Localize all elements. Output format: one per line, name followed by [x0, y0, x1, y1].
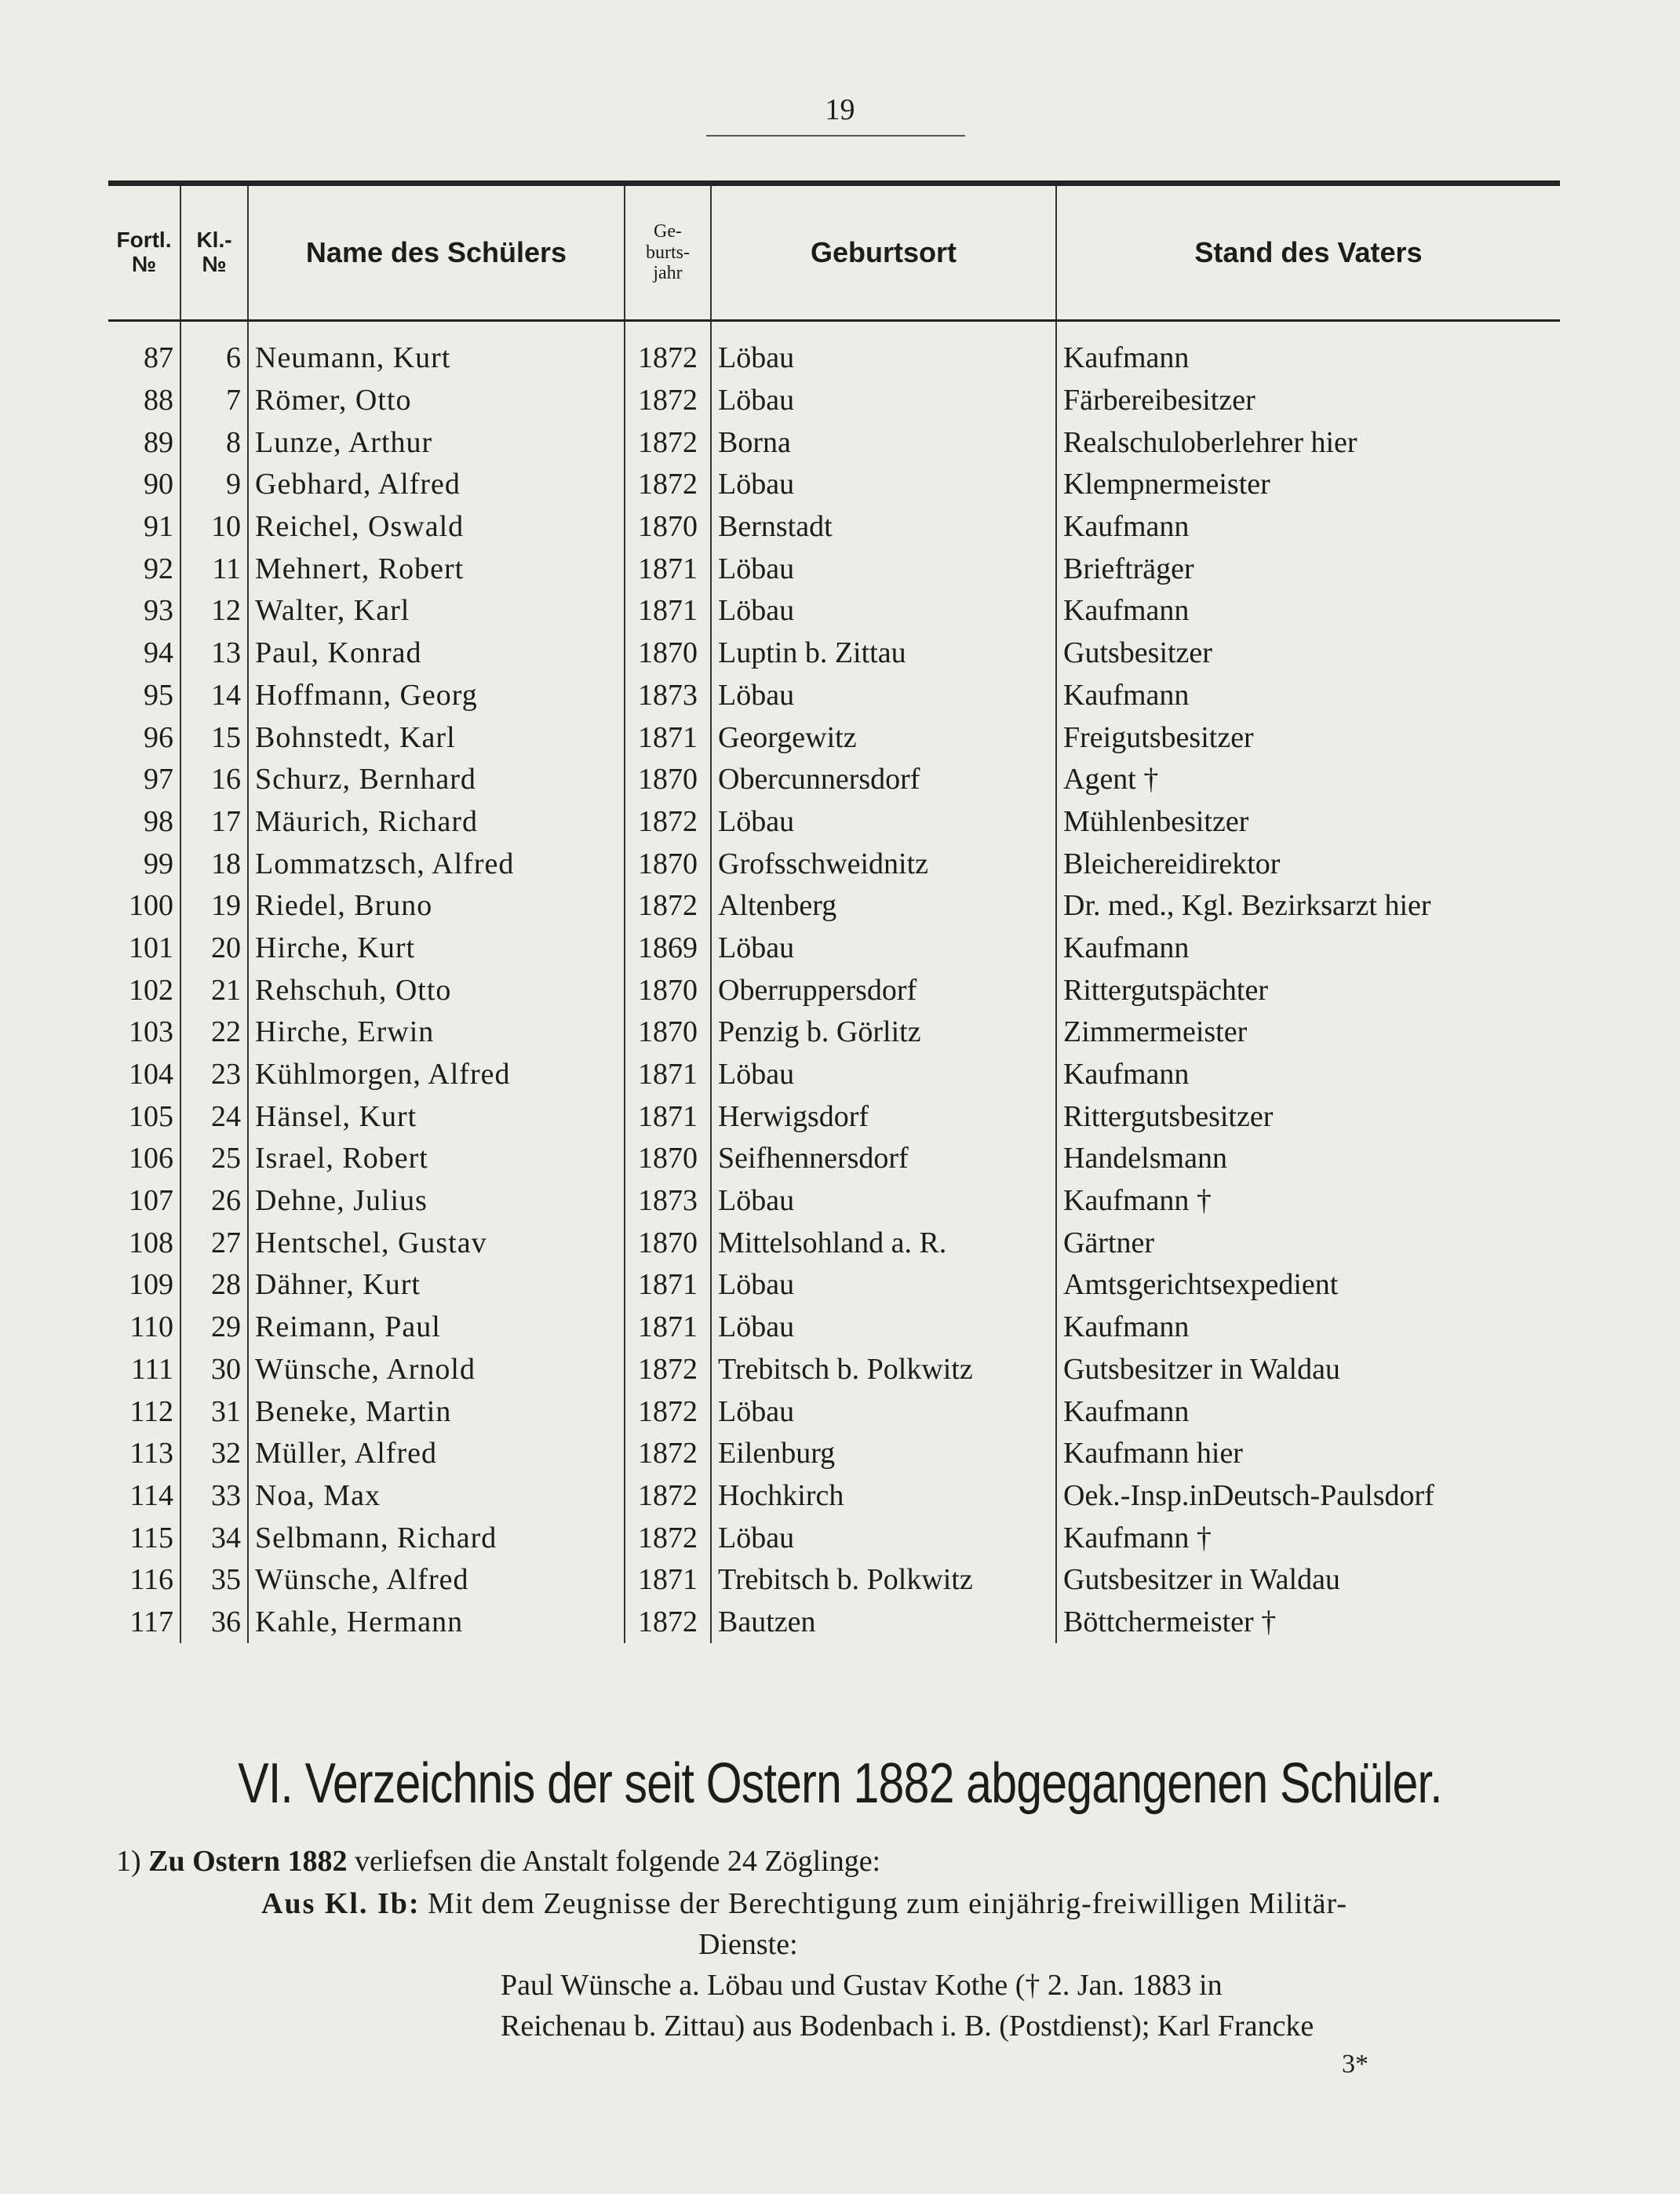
cell-stand: Gutsbesitzer: [1056, 632, 1560, 675]
cell-stand: Kaufmann: [1056, 321, 1560, 380]
cell-name: Müller, Alfred: [248, 1433, 625, 1475]
table-row: [108, 1222, 1560, 1264]
section-heading: VI. Verzeichnis der seit Ostern 1882 abgegangenen Schüler.: [238, 1752, 1442, 1815]
table-row: [108, 675, 1560, 717]
cell-geburtsort: Grofsschweidnitz: [711, 843, 1056, 885]
cell-geburtsort: Altenberg: [711, 885, 1056, 928]
cell-kl: 20: [180, 928, 248, 970]
cell-year: 1870: [625, 1138, 711, 1180]
cell-fortl: 95: [144, 678, 173, 712]
header-geburtsort: Geburtsort: [711, 186, 1056, 321]
table-row: [108, 1517, 1560, 1559]
table-top-rule: [108, 180, 1560, 186]
cell-year: 1872: [625, 1475, 711, 1518]
cell-name: Wünsche, Alfred: [248, 1559, 625, 1602]
cell-geburtsort: Löbau: [711, 380, 1056, 422]
cell-year: 1870: [625, 506, 711, 548]
cell-fortl: 117: [129, 1605, 173, 1638]
cell-stand: Briefträger: [1056, 548, 1560, 590]
cell-stand: Gärtner: [1056, 1222, 1560, 1264]
paragraph-3: Dienste:: [698, 1928, 798, 1961]
cell-year: 1871: [625, 1559, 711, 1602]
cell-name: Walter, Karl: [248, 590, 625, 632]
cell-kl: 6: [180, 321, 248, 380]
cell-geburtsort: Löbau: [711, 1307, 1056, 1349]
cell-geburtsort: Löbau: [711, 928, 1056, 970]
cell-stand: Freigutsbesitzer: [1056, 716, 1560, 759]
cell-fortl: 109: [129, 1268, 173, 1302]
cell-stand: Oek.-Insp.inDeutsch-Paulsdorf: [1056, 1475, 1560, 1518]
cell-fortl: 92: [144, 552, 173, 585]
cell-name: Hoffmann, Georg: [248, 675, 625, 717]
table-row: [108, 590, 1560, 632]
cell-stand: Kaufmann hier: [1056, 1433, 1560, 1475]
cell-year: 1872: [625, 801, 711, 844]
cell-fortl: 105: [129, 1099, 173, 1133]
cell-fortl: 96: [144, 720, 173, 754]
cell-name: Hirche, Kurt: [248, 928, 625, 970]
table-row: [108, 1264, 1560, 1307]
cell-geburtsort: Oberruppersdorf: [711, 969, 1056, 1011]
cell-kl: 11: [180, 548, 248, 590]
cell-kl: 24: [180, 1095, 248, 1138]
cell-year: 1872: [625, 464, 711, 506]
cell-stand: Gutsbesitzer in Waldau: [1056, 1349, 1560, 1391]
cell-name: Schurz, Bernhard: [248, 759, 625, 801]
cell-geburtsort: Eilenburg: [711, 1433, 1056, 1475]
cell-year: 1871: [625, 1054, 711, 1096]
cell-fortl: 102: [129, 973, 173, 1007]
cell-stand: Dr. med., Kgl. Bezirksarzt hier: [1056, 885, 1560, 928]
cell-fortl: 89: [144, 425, 173, 459]
cell-stand: Kaufmann †: [1056, 1180, 1560, 1223]
cell-geburtsort: Herwigsdorf: [711, 1095, 1056, 1138]
cell-year: 1871: [625, 548, 711, 590]
cell-geburtsort: Mittelsohland a. R.: [711, 1222, 1056, 1264]
cell-fortl: 99: [144, 847, 173, 880]
table-row: [108, 801, 1560, 844]
cell-fortl: 111: [130, 1352, 173, 1386]
cell-year: 1872: [625, 421, 711, 464]
cell-kl: 26: [180, 1180, 248, 1223]
cell-stand: Klempnermeister: [1056, 464, 1560, 506]
cell-geburtsort: Löbau: [711, 801, 1056, 844]
table-body: [108, 321, 1560, 1644]
cell-year: 1872: [625, 1433, 711, 1475]
table-row: [108, 632, 1560, 675]
cell-stand: Kaufmann: [1056, 928, 1560, 970]
cell-kl: 15: [180, 716, 248, 759]
cell-fortl: 110: [129, 1310, 173, 1344]
cell-kl: 8: [180, 421, 248, 464]
table-row: [108, 843, 1560, 885]
table-row: [108, 1011, 1560, 1054]
header-stand: Stand des Vaters: [1056, 186, 1560, 321]
page-number: 19: [825, 93, 855, 126]
cell-stand: Zimmermeister: [1056, 1011, 1560, 1054]
cell-geburtsort: Löbau: [711, 1264, 1056, 1307]
cell-kl: 23: [180, 1054, 248, 1096]
cell-year: 1872: [625, 380, 711, 422]
cell-name: Hentschel, Gustav: [248, 1222, 625, 1264]
cell-name: Dähner, Kurt: [248, 1264, 625, 1307]
cell-name: Rehschuh, Otto: [248, 969, 625, 1011]
cell-stand: Handelsmann: [1056, 1138, 1560, 1180]
cell-stand: Agent †: [1056, 759, 1560, 801]
cell-year: 1873: [625, 1180, 711, 1223]
cell-name: Bohnstedt, Karl: [248, 716, 625, 759]
cell-fortl: 115: [129, 1521, 173, 1554]
cell-stand: Kaufmann: [1056, 1054, 1560, 1096]
cell-year: 1870: [625, 1011, 711, 1054]
cell-kl: 22: [180, 1011, 248, 1054]
cell-year: 1871: [625, 590, 711, 632]
cell-name: Noa, Max: [248, 1475, 625, 1518]
cell-stand: Rittergutspächter: [1056, 969, 1560, 1011]
cell-year: 1870: [625, 759, 711, 801]
cell-geburtsort: Borna: [711, 421, 1056, 464]
cell-geburtsort: Löbau: [711, 464, 1056, 506]
cell-kl: 16: [180, 759, 248, 801]
table-row: [108, 1433, 1560, 1475]
cell-year: 1873: [625, 675, 711, 717]
cell-stand: Kaufmann: [1056, 675, 1560, 717]
cell-kl: 10: [180, 506, 248, 548]
cell-geburtsort: Bernstadt: [711, 506, 1056, 548]
cell-kl: 31: [180, 1390, 248, 1433]
cell-name: Israel, Robert: [248, 1138, 625, 1180]
table-row: [108, 464, 1560, 506]
cell-kl: 18: [180, 843, 248, 885]
cell-fortl: 114: [129, 1478, 173, 1512]
cell-fortl: 94: [144, 636, 173, 670]
cell-kl: 30: [180, 1349, 248, 1391]
cell-kl: 25: [180, 1138, 248, 1180]
table-row: [108, 421, 1560, 464]
cell-fortl: 90: [144, 468, 173, 501]
paragraph-1: [116, 1841, 880, 1882]
header-name: Name des Schülers: [248, 186, 625, 321]
cell-fortl: 112: [129, 1394, 173, 1428]
cell-year: 1870: [625, 1222, 711, 1264]
table-row: [108, 1054, 1560, 1096]
cell-fortl: 107: [129, 1184, 173, 1218]
cell-geburtsort: Seifhennersdorf: [711, 1138, 1056, 1180]
cell-year: 1872: [625, 1517, 711, 1559]
cell-stand: Kaufmann: [1056, 1307, 1560, 1349]
cell-stand: Kaufmann: [1056, 506, 1560, 548]
cell-stand: Kaufmann: [1056, 1390, 1560, 1433]
table-row: [108, 716, 1560, 759]
cell-fortl: 106: [129, 1142, 173, 1175]
cell-kl: 17: [180, 801, 248, 844]
cell-geburtsort: Georgewitz: [711, 716, 1056, 759]
cell-kl: 29: [180, 1307, 248, 1349]
cell-stand: Bleichereidirektor: [1056, 843, 1560, 885]
cell-name: Paul, Konrad: [248, 632, 625, 675]
cell-name: Lunze, Arthur: [248, 421, 625, 464]
p1-text: verliefsen die Anstalt folgende 24 Zöglinge:: [355, 1845, 881, 1878]
cell-year: 1869: [625, 928, 711, 970]
cell-kl: 28: [180, 1264, 248, 1307]
cell-fortl: 104: [129, 1058, 173, 1092]
cell-geburtsort: Löbau: [711, 1390, 1056, 1433]
cell-name: Hirche, Erwin: [248, 1011, 625, 1054]
table-row: [108, 1602, 1560, 1644]
cell-kl: 9: [180, 464, 248, 506]
table-row: [108, 548, 1560, 590]
cell-geburtsort: Löbau: [711, 590, 1056, 632]
table-row: [108, 1475, 1560, 1518]
cell-stand: Färbereibesitzer: [1056, 380, 1560, 422]
cell-stand: Mühlenbesitzer: [1056, 801, 1560, 844]
cell-stand: Amtsgerichtsexpedient: [1056, 1264, 1560, 1307]
table-row: [108, 1095, 1560, 1138]
cell-fortl: 91: [144, 510, 173, 544]
cell-stand: Kaufmann: [1056, 590, 1560, 632]
header-geburtsjahr: Ge- burts- jahr: [625, 186, 711, 321]
cell-geburtsort: Löbau: [711, 1517, 1056, 1559]
table-row: [108, 506, 1560, 548]
cell-name: Selbmann, Richard: [248, 1517, 625, 1559]
cell-name: Reimann, Paul: [248, 1307, 625, 1349]
cell-stand: Realschuloberlehrer hier: [1056, 421, 1560, 464]
cell-year: 1872: [625, 1390, 711, 1433]
cell-name: Mehnert, Robert: [248, 548, 625, 590]
cell-geburtsort: Löbau: [711, 675, 1056, 717]
cell-name: Kahle, Hermann: [248, 1602, 625, 1644]
cell-kl: 12: [180, 590, 248, 632]
cell-year: 1871: [625, 1095, 711, 1138]
table-row: [108, 885, 1560, 928]
table-row: [108, 1138, 1560, 1180]
header-kl: Kl.- №: [180, 186, 248, 321]
paragraph-5: Reichenau b. Zittau) aus Bodenbach i. B. (Postdienst); Karl Francke: [501, 2010, 1314, 2043]
cell-kl: 36: [180, 1602, 248, 1644]
cell-name: Riedel, Bruno: [248, 885, 625, 928]
table-row: [108, 321, 1560, 380]
cell-fortl: 113: [129, 1437, 173, 1471]
cell-kl: 19: [180, 885, 248, 928]
student-table-container: [108, 180, 1560, 1643]
cell-name: Reichel, Oswald: [248, 506, 625, 548]
p1-number: 1): [116, 1845, 141, 1878]
cell-geburtsort: Hochkirch: [711, 1475, 1056, 1518]
cell-kl: 33: [180, 1475, 248, 1518]
table-row: [108, 1559, 1560, 1602]
student-table: [108, 186, 1560, 1643]
p2-text: Mit dem Zeugnisse der Berechtigung zum einjährig-freiwilligen Militär-: [428, 1887, 1348, 1920]
cell-name: Wünsche, Arnold: [248, 1349, 625, 1391]
cell-name: Römer, Otto: [248, 380, 625, 422]
cell-fortl: 98: [144, 804, 173, 838]
cell-fortl: 93: [144, 594, 173, 628]
cell-year: 1871: [625, 1264, 711, 1307]
cell-fortl: 87: [144, 341, 173, 375]
cell-name: Hänsel, Kurt: [248, 1095, 625, 1138]
cell-stand: Gutsbesitzer in Waldau: [1056, 1559, 1560, 1602]
cell-name: Beneke, Martin: [248, 1390, 625, 1433]
cell-year: 1872: [625, 1602, 711, 1644]
cell-kl: 7: [180, 380, 248, 422]
cell-kl: 14: [180, 675, 248, 717]
cell-name: Kühlmorgen, Alfred: [248, 1054, 625, 1096]
cell-kl: 34: [180, 1517, 248, 1559]
cell-kl: 13: [180, 632, 248, 675]
table-row: [108, 969, 1560, 1011]
cell-year: 1871: [625, 716, 711, 759]
table-header-row: [108, 186, 1560, 321]
cell-year: 1871: [625, 1307, 711, 1349]
paragraph-2: [261, 1883, 1564, 1924]
cell-name: Lommatzsch, Alfred: [248, 843, 625, 885]
cell-fortl: 88: [144, 384, 173, 417]
cell-geburtsort: Löbau: [711, 548, 1056, 590]
cell-kl: 32: [180, 1433, 248, 1475]
table-row: [108, 759, 1560, 801]
table-row: [108, 1307, 1560, 1349]
cell-fortl: 97: [144, 763, 173, 796]
cell-fortl: 101: [129, 931, 173, 964]
cell-stand: Rittergutsbesitzer: [1056, 1095, 1560, 1138]
cell-stand: Böttchermeister †: [1056, 1602, 1560, 1644]
cell-year: 1870: [625, 969, 711, 1011]
cell-kl: 35: [180, 1559, 248, 1602]
cell-geburtsort: Trebitsch b. Polkwitz: [711, 1559, 1056, 1602]
cell-geburtsort: Löbau: [711, 1054, 1056, 1096]
cell-year: 1872: [625, 321, 711, 380]
table-row: [108, 380, 1560, 422]
cell-geburtsort: Trebitsch b. Polkwitz: [711, 1349, 1056, 1391]
cell-name: Gebhard, Alfred: [248, 464, 625, 506]
cell-geburtsort: Bautzen: [711, 1602, 1056, 1644]
cell-fortl: 108: [129, 1226, 173, 1259]
cell-geburtsort: Obercunnersdorf: [711, 759, 1056, 801]
cell-year: 1872: [625, 1349, 711, 1391]
cell-geburtsort: Löbau: [711, 1180, 1056, 1223]
cell-name: Neumann, Kurt: [248, 321, 625, 380]
cell-geburtsort: Löbau: [711, 321, 1056, 380]
cell-name: Dehne, Julius: [248, 1180, 625, 1223]
paragraph-4: Paul Wünsche a. Löbau und Gustav Kothe († 2. Jan. 1883 in: [501, 1969, 1223, 2002]
cell-stand: Kaufmann †: [1056, 1517, 1560, 1559]
cell-year: 1872: [625, 885, 711, 928]
cell-year: 1870: [625, 632, 711, 675]
cell-fortl: 100: [129, 889, 173, 923]
table-row: [108, 1180, 1560, 1223]
cell-fortl: 116: [129, 1563, 173, 1597]
cell-year: 1870: [625, 843, 711, 885]
table-row: [108, 1349, 1560, 1391]
cell-geburtsort: Penzig b. Görlitz: [711, 1011, 1056, 1054]
top-rule: [706, 135, 965, 137]
table-row: [108, 1390, 1560, 1433]
p1-bold: Zu Ostern 1882: [148, 1845, 348, 1878]
p2-label: Aus Kl. Ib:: [261, 1887, 421, 1920]
cell-kl: 27: [180, 1222, 248, 1264]
cell-fortl: 103: [129, 1015, 173, 1049]
cell-geburtsort: Luptin b. Zittau: [711, 632, 1056, 675]
cell-kl: 21: [180, 969, 248, 1011]
signature-mark: 3*: [1342, 2050, 1368, 2079]
cell-name: Mäurich, Richard: [248, 801, 625, 844]
table-row: [108, 928, 1560, 970]
header-fortl: Fortl. №: [108, 186, 180, 321]
